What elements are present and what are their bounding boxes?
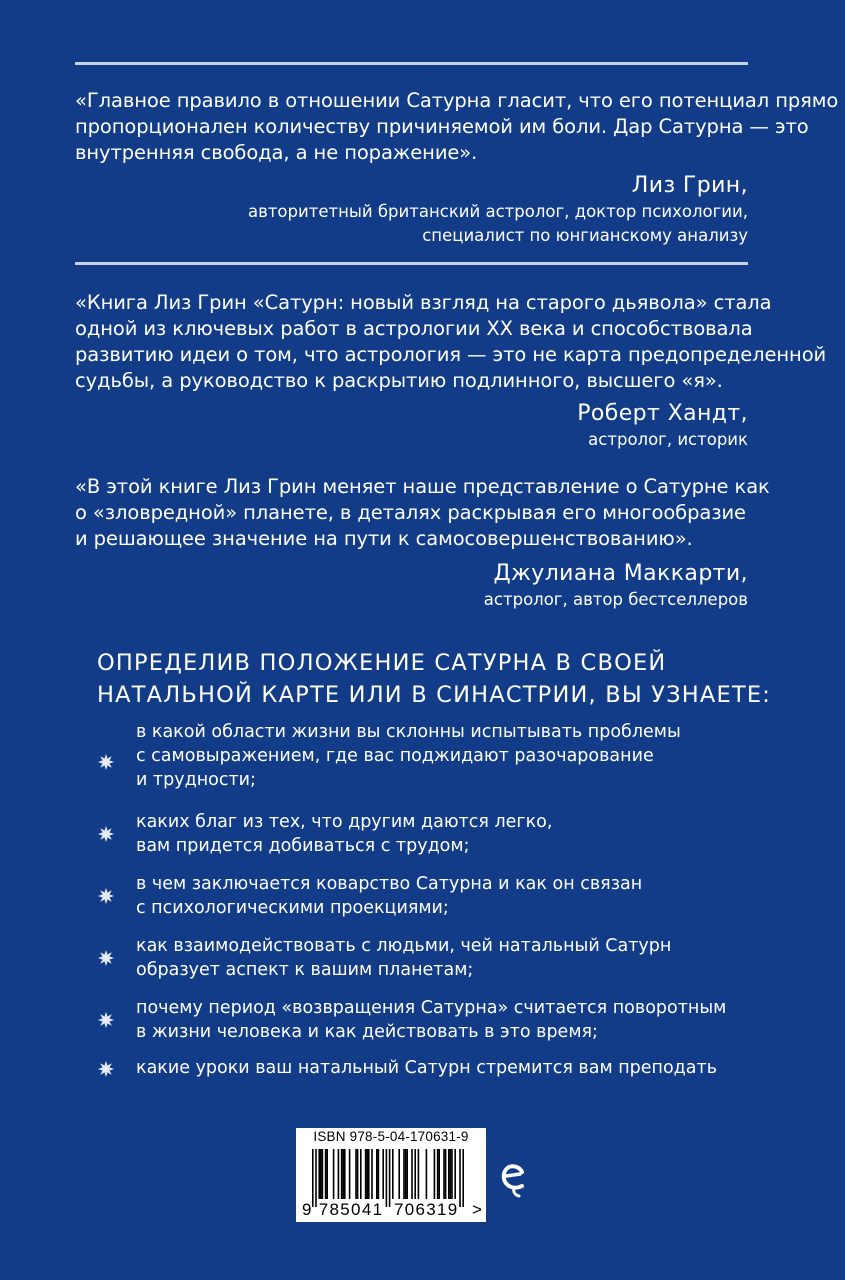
quote-3-line: и решающее значение на пути к самосовершенствованию».	[75, 527, 693, 550]
list-item	[97, 872, 747, 942]
quote-2-line: судьбы, а руководство к раскрытию подлинного, высшего «я».	[75, 369, 723, 392]
barcode-bar	[438, 1149, 440, 1199]
barcode-bar	[325, 1149, 327, 1199]
list-item-line: почему период «возвращения Сатурна» считается поворотным	[136, 998, 727, 1018]
quote-3	[75, 474, 770, 552]
star-burst-icon	[97, 1011, 115, 1029]
quote-divider	[75, 262, 748, 265]
list-item-line: и трудности;	[136, 770, 256, 790]
barcode-bar	[386, 1149, 388, 1207]
list-item-line: какие уроки ваш натальный Сатурн стремится вам преподать	[136, 1058, 718, 1078]
quote-1-role: авторитетный британский астролог, доктор психологии,	[247, 202, 748, 221]
barcode-bar	[342, 1149, 344, 1199]
barcode-first-digit: 9	[302, 1200, 313, 1219]
quote-2-attribution	[577, 400, 748, 452]
quote-3-attribution	[484, 560, 748, 612]
barcode-bars	[296, 1128, 486, 1222]
barcode-bar	[315, 1149, 317, 1207]
barcode-bar	[411, 1149, 413, 1199]
barcode-bar	[437, 1149, 439, 1199]
barcode-bar	[406, 1149, 408, 1199]
barcode-bar	[333, 1149, 335, 1199]
barcode-bar	[443, 1149, 445, 1199]
list-item-line: каких благ из тех, что другим даются легко,	[136, 812, 553, 832]
top-divider	[75, 62, 748, 65]
section-headline	[97, 647, 797, 711]
quote-2-author: Роберт Хандт,	[577, 401, 748, 426]
quote-1-line: пропорционален количеству причиняемой им боли. Дар Сатурна — это	[75, 115, 809, 138]
barcode-bar	[382, 1149, 384, 1199]
barcode-bar	[322, 1149, 324, 1199]
barcode-bar	[403, 1149, 405, 1199]
quote-2-line: «Книга Лиз Грин «Сатурн: новый взгляд на старого дьявола» стала	[75, 291, 772, 314]
barcode-bar	[320, 1149, 322, 1199]
barcode-bar	[341, 1149, 343, 1199]
barcode-bar	[450, 1149, 452, 1199]
barcode-bar	[378, 1149, 380, 1199]
list-item	[97, 810, 747, 880]
barcode	[296, 1128, 486, 1222]
star-burst-icon	[97, 1060, 115, 1078]
barcode-bar	[445, 1149, 447, 1199]
quote-2-line: развитию идеи о том, что астрология — это не карта предопределенной	[75, 343, 827, 366]
star-burst-icon	[97, 887, 115, 905]
list-item-line: вам придется добиваться с трудом;	[136, 836, 470, 856]
headline-line: ОПРЕДЕЛИВ ПОЛОЖЕНИЕ САТУРНА В СВОЕЙ	[97, 650, 667, 676]
barcode-bar	[371, 1149, 373, 1199]
barcode-bar	[318, 1149, 320, 1199]
quote-1-line: внутренняя свобода, а не поражение».	[75, 141, 478, 164]
quote-2-role: астролог, историк	[588, 430, 748, 449]
quote-2	[75, 290, 827, 394]
list-item	[97, 934, 747, 1004]
barcode-bar	[398, 1149, 400, 1199]
quote-3-role: астролог, автор бестселлеров	[483, 590, 748, 609]
barcode-bar	[462, 1149, 464, 1207]
barcode-end-mark: >	[472, 1200, 484, 1219]
barcode-bar	[434, 1149, 436, 1199]
barcode-bar	[366, 1149, 368, 1199]
barcode-bar	[405, 1149, 407, 1199]
isbn-label: ISBN 978-5-04-170631-9	[313, 1129, 469, 1144]
quote-1-role: специалист по юнгианскому анализу	[422, 226, 748, 245]
barcode-bar	[349, 1149, 351, 1199]
barcode-bar	[360, 1149, 362, 1199]
quote-3-line: о «зловредной» планете, в деталях раскрывая его многообразие	[75, 501, 746, 524]
barcode-bar	[355, 1149, 357, 1199]
barcode-bar	[357, 1149, 359, 1199]
barcode-bar	[454, 1149, 456, 1199]
barcode-bar	[392, 1149, 394, 1199]
barcode-bar	[426, 1149, 428, 1199]
headline-line: НАТАЛЬНОЙ КАРТЕ ИЛИ В СИНАСТРИИ, ВЫ УЗНАЕТЕ:	[97, 682, 772, 708]
quote-3-line: «В этой книге Лиз Грин меняет наше представление о Сатурне как	[75, 475, 770, 498]
quote-1-attribution	[248, 172, 748, 248]
eksmo-logo-icon	[500, 1158, 526, 1198]
barcode-bar	[451, 1149, 453, 1199]
quote-3-author: Джулиана Маккарти,	[493, 561, 748, 586]
barcode-bar	[338, 1149, 340, 1199]
barcode-bar	[368, 1149, 370, 1199]
barcode-bar	[344, 1149, 346, 1199]
list-item-line: в чем заключается коварство Сатурна и как он связан	[136, 874, 643, 894]
quote-1-author: Лиз Грин,	[631, 173, 748, 198]
quote-2-line: одной из ключевых работ в астрологии XX века и способствовала	[75, 317, 753, 340]
list-item-line: в жизни человека и как действовать в это время;	[136, 1022, 598, 1042]
star-burst-icon	[97, 753, 115, 771]
barcode-left-group: 785041	[318, 1200, 384, 1219]
list-item	[97, 1056, 747, 1126]
quote-1-line: «Главное правило в отношении Сатурна гласит, что его потенциал прямо	[75, 89, 839, 112]
star-burst-icon	[97, 825, 115, 843]
list-item-line: с психологическими проекциями;	[136, 898, 449, 918]
barcode-bar	[389, 1149, 391, 1207]
barcode-bar	[376, 1149, 378, 1199]
quote-1	[75, 88, 839, 166]
list-item-line: в какой области жизни вы склонны испытывать проблемы	[136, 722, 681, 742]
list-item	[97, 720, 747, 790]
list-item-line: образует аспект к вашим планетам;	[136, 960, 474, 980]
list-item-line: как взаимодействовать с людьми, чей натальный Сатурн	[136, 936, 672, 956]
list-item-line: с самовыражением, где вас поджидают разочарование	[136, 746, 654, 766]
barcode-bar	[414, 1149, 416, 1199]
star-burst-icon	[97, 949, 115, 967]
barcode-bar	[448, 1149, 450, 1199]
barcode-right-group: 706319	[394, 1200, 459, 1219]
barcode-bar	[326, 1149, 328, 1199]
barcode-bar	[418, 1149, 420, 1199]
barcode-bar	[459, 1149, 461, 1207]
barcode-bar	[365, 1149, 367, 1199]
barcode-bar	[312, 1149, 314, 1207]
